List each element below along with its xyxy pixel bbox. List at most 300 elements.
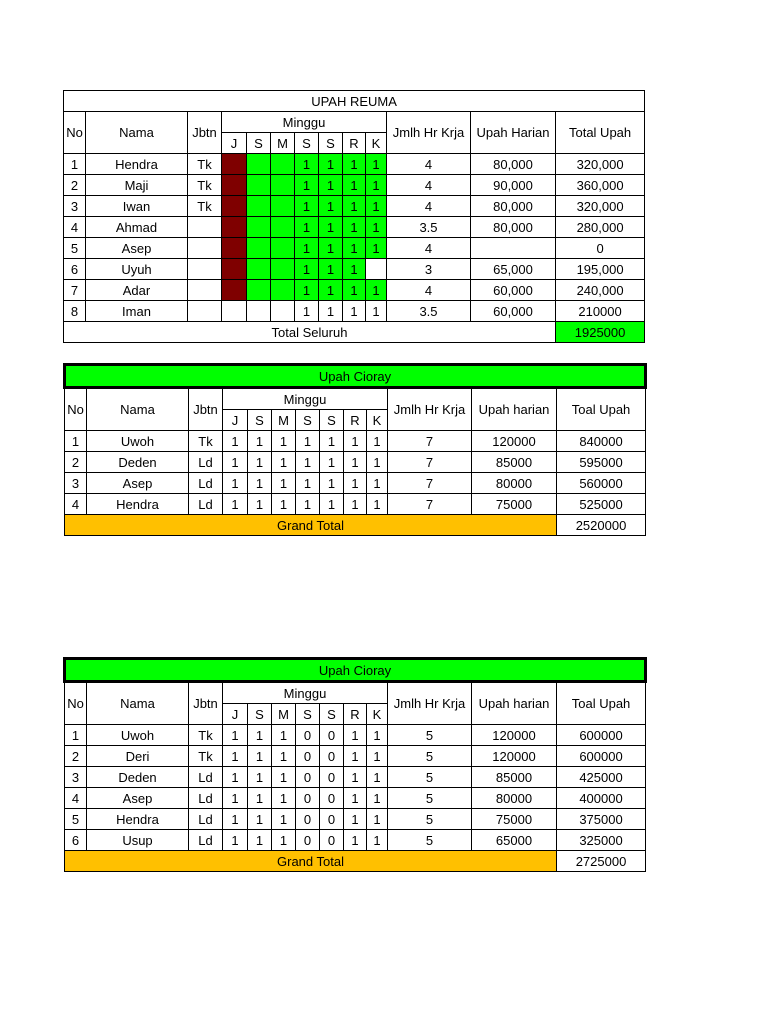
cell-no: 4 [64,217,86,238]
header-total: Toal Upah [557,682,646,725]
cell-no: 1 [65,431,87,452]
table-title: Upah Cioray [65,659,646,682]
cell-jbtn: Ld [189,494,223,515]
cell-upah: 80,000 [471,154,556,175]
footer-total: 2520000 [557,515,646,536]
cell-jbtn: Ld [189,788,223,809]
cell-total: 400000 [557,788,646,809]
cell-day: 1 [343,259,366,280]
cell-jmlh: 7 [388,431,472,452]
day-header: S [320,704,344,725]
header-no: No [64,112,86,154]
cell-upah: 120000 [472,431,557,452]
cell-day: 1 [320,431,344,452]
cell-jbtn [188,259,222,280]
cell-no: 2 [64,175,86,196]
cell-day: 1 [343,217,366,238]
cell-no: 7 [64,280,86,301]
cell-jmlh: 5 [388,809,472,830]
cell-nama: Uwoh [87,431,189,452]
cell-day: 1 [248,494,272,515]
footer-row [64,322,645,343]
cell-jmlh: 7 [388,473,472,494]
table-row [64,238,645,259]
cell-day: 0 [320,788,344,809]
cell-day: 1 [344,725,367,746]
cell-day: 1 [367,809,388,830]
cell-day [271,280,295,301]
cell-day: 1 [344,788,367,809]
cell-day: - [222,280,247,301]
cell-day: 1 [367,746,388,767]
cell-day [271,238,295,259]
cell-day: 1 [295,196,319,217]
day-header: S [247,133,271,154]
cell-total: 600000 [557,746,646,767]
cell-jbtn: Tk [188,196,222,217]
cell-jbtn [188,280,222,301]
cell-nama: Hendra [86,154,188,175]
cell-upah: 75000 [472,809,557,830]
cell-day: 1 [295,280,319,301]
cell-total: 320,000 [556,196,645,217]
cell-jbtn: Ld [189,452,223,473]
cell-day [247,238,271,259]
cell-day: 1 [248,431,272,452]
cell-day: 1 [295,301,319,322]
cell-day: 1 [366,196,387,217]
table-row [65,452,646,473]
cell-total: 595000 [557,452,646,473]
cell-jbtn: Ld [189,809,223,830]
cell-day: 1 [367,725,388,746]
cell-nama: Asep [87,788,189,809]
cell-day: 1 [223,725,248,746]
cell-jmlh: 4 [387,154,471,175]
table-row [64,154,645,175]
cell-upah: 85000 [472,452,557,473]
cell-total: 195,000 [556,259,645,280]
cell-total: 240,000 [556,280,645,301]
day-header: K [367,704,388,725]
cell-no: 4 [65,788,87,809]
cell-no: 2 [65,452,87,473]
cell-jbtn [188,217,222,238]
header-row [65,682,646,704]
cell-nama: Deri [87,746,189,767]
day-header: S [248,410,272,431]
footer-row [65,851,646,872]
cell-day: 1 [248,452,272,473]
cell-day: 1 [319,175,343,196]
cell-day: 1 [319,259,343,280]
cell-day: 1 [295,259,319,280]
cell-total: 320,000 [556,154,645,175]
cell-day: 1 [319,280,343,301]
cell-day: 1 [272,431,296,452]
cell-jmlh: 3 [387,259,471,280]
cell-day [271,154,295,175]
cell-day: 1 [272,494,296,515]
footer-label: Grand Total [65,515,557,536]
cell-day: - [222,238,247,259]
cell-day: 1 [367,494,388,515]
cell-jbtn: Ld [189,473,223,494]
cell-no: 5 [64,238,86,259]
cell-total: 325000 [557,830,646,851]
cell-day: 1 [295,238,319,259]
cell-day: 1 [319,154,343,175]
table-title: Upah Cioray [65,365,646,388]
cell-day: 1 [223,746,248,767]
cell-day: 1 [272,725,296,746]
cell-day: 0 [320,725,344,746]
day-header: R [344,704,367,725]
cell-total: 0 [556,238,645,259]
header-total: Toal Upah [557,388,646,431]
cell-nama: Iman [86,301,188,322]
cell-no: 1 [64,154,86,175]
header-upah: Upah harian [472,388,557,431]
cell-jmlh: 4 [387,238,471,259]
cell-total: 560000 [557,473,646,494]
cell-day [247,175,271,196]
cell-day: 1 [343,196,366,217]
cell-day [271,175,295,196]
table-row [65,473,646,494]
cell-day: 0 [320,767,344,788]
upah-cioray-table-1 [63,363,647,536]
cell-day: 1 [343,238,366,259]
cell-day [247,280,271,301]
cell-day: 1 [344,809,367,830]
header-jmlh: Jmlh Hr Krja [387,112,471,154]
header-jbtn: Jbtn [188,112,222,154]
header-nama: Nama [87,682,189,725]
cell-jbtn: Tk [189,431,223,452]
cell-day: 1 [319,301,343,322]
cell-no: 6 [64,259,86,280]
day-header: R [343,133,366,154]
table-row [65,725,646,746]
cell-day: 1 [344,431,367,452]
cell-jmlh: 3.5 [387,217,471,238]
day-header: M [272,704,296,725]
table-row [65,494,646,515]
cell-day: 1 [295,175,319,196]
cell-jmlh: 5 [388,788,472,809]
cell-day: 1 [296,452,320,473]
cell-jmlh: 5 [388,725,472,746]
cell-day [271,259,295,280]
cell-day: 1 [344,830,367,851]
cell-day: 1 [296,431,320,452]
table-row [65,431,646,452]
cell-day [271,196,295,217]
cell-day: 1 [248,809,272,830]
table-title: UPAH REUMA [64,91,645,112]
cell-day: 1 [344,767,367,788]
cell-day [247,259,271,280]
cell-day [247,217,271,238]
cell-upah: 65000 [472,830,557,851]
cell-day: 1 [367,767,388,788]
cell-jbtn: Tk [188,154,222,175]
cell-day: 1 [320,452,344,473]
cell-jbtn [188,238,222,259]
cell-no: 3 [64,196,86,217]
cell-upah: 120000 [472,746,557,767]
cell-nama: Deden [87,452,189,473]
footer-row [65,515,646,536]
day-header: J [223,704,248,725]
cell-day: 0 [296,788,320,809]
cell-day: 1 [272,767,296,788]
cell-day: 1 [272,809,296,830]
cell-day: 1 [344,452,367,473]
cell-upah: 65,000 [471,259,556,280]
cell-day [247,301,271,322]
header-minggu: Minggu [223,388,388,410]
footer-total: 1925000 [556,322,645,343]
cell-day [271,301,295,322]
cell-no: 2 [65,746,87,767]
day-header: J [222,133,247,154]
cell-no: 3 [65,473,87,494]
cell-day: - [222,217,247,238]
cell-jbtn: Ld [189,767,223,788]
cell-upah: 60,000 [471,301,556,322]
cell-nama: Hendra [87,809,189,830]
table-row [64,217,645,238]
cell-day [222,301,247,322]
cell-jbtn: Tk [189,725,223,746]
cell-day: 1 [367,830,388,851]
cell-nama: Uyuh [86,259,188,280]
cell-day: 1 [295,217,319,238]
cell-day: 1 [344,746,367,767]
cell-jmlh: 7 [388,452,472,473]
table-row [65,746,646,767]
cell-total: 210000 [556,301,645,322]
cell-nama: Usup [87,830,189,851]
cell-day: 1 [343,154,366,175]
header-nama: Nama [87,388,189,431]
table-row [65,830,646,851]
cell-day: 1 [223,809,248,830]
cell-day: 1 [367,473,388,494]
cell-day: 1 [248,746,272,767]
cell-no: 8 [64,301,86,322]
cell-day: 0 [320,746,344,767]
cell-total: 600000 [557,725,646,746]
cell-day: - [222,259,247,280]
day-header: M [272,410,296,431]
upah-reuma-table [63,90,645,343]
cell-no: 1 [65,725,87,746]
header-no: No [65,682,87,725]
cell-upah: 90,000 [471,175,556,196]
cell-nama: Adar [86,280,188,301]
footer-label: Grand Total [65,851,557,872]
cell-total: 280,000 [556,217,645,238]
cell-day: 0 [296,767,320,788]
header-minggu: Minggu [222,112,387,133]
table-row [65,767,646,788]
cell-day: 1 [272,473,296,494]
cell-day: 1 [248,473,272,494]
cell-jmlh: 4 [387,280,471,301]
cell-day: 0 [320,809,344,830]
cell-day: 1 [366,154,387,175]
cell-jmlh: 5 [388,746,472,767]
cell-jmlh: 4 [387,175,471,196]
cell-nama: Uwoh [87,725,189,746]
cell-day: 1 [248,830,272,851]
header-upah: Upah Harian [471,112,556,154]
cell-day [247,196,271,217]
cell-day: 1 [343,280,366,301]
day-header: S [295,133,319,154]
cell-day [247,154,271,175]
table-row [64,280,645,301]
table-title-row [65,365,646,388]
cell-day: 0 [296,809,320,830]
cell-day: 1 [343,301,366,322]
cell-jbtn: Ld [189,830,223,851]
cell-total: 375000 [557,809,646,830]
cell-total: 525000 [557,494,646,515]
day-header: S [319,133,343,154]
cell-day: 1 [295,154,319,175]
cell-total: 840000 [557,431,646,452]
cell-day: 1 [223,452,248,473]
cell-day: 1 [319,196,343,217]
footer-total: 2725000 [557,851,646,872]
table-title-row [64,91,645,112]
day-header: M [271,133,295,154]
cell-day: 1 [344,473,367,494]
cell-no: 6 [65,830,87,851]
cell-day: 1 [344,494,367,515]
cell-jbtn [188,301,222,322]
cell-upah: 75000 [472,494,557,515]
cell-no: 3 [65,767,87,788]
cell-day: 1 [272,746,296,767]
cell-jmlh: 7 [388,494,472,515]
cell-day: 1 [248,767,272,788]
cell-day: 1 [319,217,343,238]
cell-day: 1 [296,473,320,494]
cell-day: 1 [366,280,387,301]
cell-jmlh: 5 [388,830,472,851]
cell-upah: 60,000 [471,280,556,301]
header-nama: Nama [86,112,188,154]
cell-day: 1 [248,788,272,809]
cell-day: 1 [272,452,296,473]
cell-nama: Ahmad [86,217,188,238]
table-row [64,301,645,322]
day-header: J [223,410,248,431]
cell-nama: Maji [86,175,188,196]
header-no: No [65,388,87,431]
cell-day: 1 [223,494,248,515]
cell-day: 1 [366,238,387,259]
day-header: S [248,704,272,725]
cell-nama: Iwan [86,196,188,217]
cell-jmlh: 3.5 [387,301,471,322]
table-title-row [65,659,646,682]
cell-day: 1 [296,494,320,515]
cell-day: 1 [223,830,248,851]
cell-upah: 80000 [472,473,557,494]
cell-day: 0 [296,746,320,767]
day-header: S [296,410,320,431]
table-row [65,788,646,809]
header-total: Total Upah [556,112,645,154]
cell-jmlh: 4 [387,196,471,217]
footer-label: Total Seluruh [64,322,556,343]
table-row [65,809,646,830]
cell-total: 360,000 [556,175,645,196]
header-minggu: Minggu [223,682,388,704]
cell-jmlh: 5 [388,767,472,788]
cell-day: - [222,175,247,196]
cell-no: 4 [65,494,87,515]
cell-nama: Asep [87,473,189,494]
cell-day: 1 [319,238,343,259]
cell-day: 1 [343,175,366,196]
cell-nama: Hendra [87,494,189,515]
cell-upah: 80000 [472,788,557,809]
cell-jbtn: Tk [189,746,223,767]
cell-day: 1 [366,301,387,322]
cell-day: 0 [296,725,320,746]
table-row [64,196,645,217]
table-row [64,175,645,196]
header-jbtn: Jbtn [189,682,223,725]
cell-upah: 80,000 [471,196,556,217]
cell-day: 1 [223,788,248,809]
table-row [64,259,645,280]
header-row [65,388,646,410]
day-header: K [366,133,387,154]
cell-nama: Deden [87,767,189,788]
cell-day: - [222,154,247,175]
cell-day: 1 [367,788,388,809]
cell-nama: Asep [86,238,188,259]
cell-day: 0 [296,830,320,851]
cell-day: 1 [367,452,388,473]
cell-day: 1 [223,431,248,452]
cell-upah: 80,000 [471,217,556,238]
header-upah: Upah harian [472,682,557,725]
day-header: S [320,410,344,431]
cell-jbtn: Tk [188,175,222,196]
header-jmlh: Jmlh Hr Krja [388,388,472,431]
cell-day: 1 [320,494,344,515]
header-row [64,112,645,133]
cell-day [366,259,387,280]
cell-day: 1 [367,431,388,452]
cell-day: 1 [272,830,296,851]
cell-upah: 120000 [472,725,557,746]
cell-day: 0 [320,830,344,851]
day-header: K [367,410,388,431]
cell-day: 1 [248,725,272,746]
cell-total: 425000 [557,767,646,788]
cell-day: - [222,196,247,217]
